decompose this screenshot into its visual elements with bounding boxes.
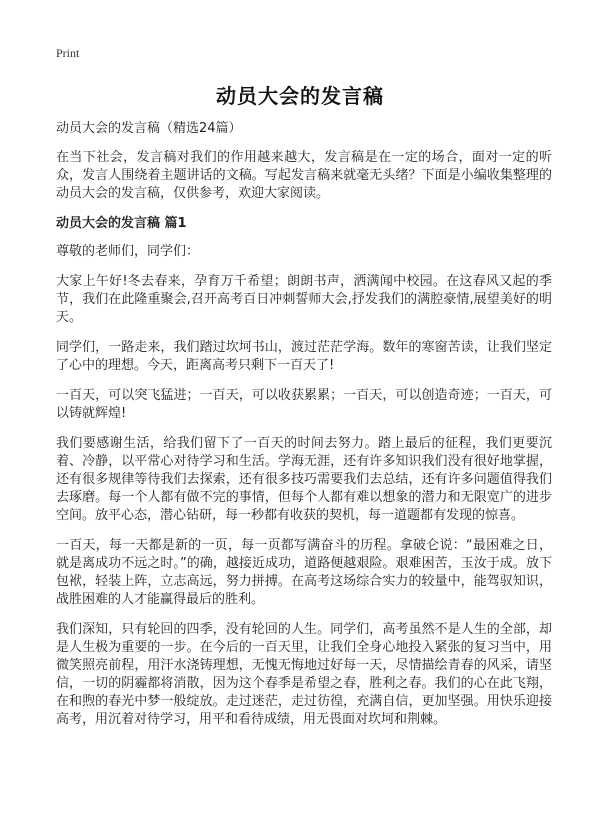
- body-paragraph-5: 一百天，每一天都是新的一页，每一页都写满奋斗的历程。拿破仑说：“最困难之日，就是离成功不远之时。”的确，越接近成功，道路便越艰险。艰难困苦，玉汝于成。放下包袱，轻装上阵，立志高远，努力拼搏。在高考这场综合实力的较量中，能驾驭知识，战胜困难的人才能赢得最后的胜利。: [56, 538, 552, 607]
- greeting-paragraph: 尊敬的老师们，同学们：: [56, 244, 200, 259]
- print-link[interactable]: Print: [56, 46, 80, 60]
- section-heading: 动员大会的发言稿 篇1: [56, 216, 187, 231]
- intro-paragraph: 在当下社会，发言稿对我们的作用越来越大，发言稿是在一定的场合，面对一定的听众，发言人围绕着主题讲话的文稿。写起发言稿来就毫无头绪？下面是小编收集整理的动员大会的发言稿，仅供参考，欢迎大家阅读。: [56, 150, 552, 201]
- document-body: [56, 120, 552, 741]
- document-subtitle: 动员大会的发言稿（精选24篇）: [56, 121, 242, 136]
- body-paragraph-4: 我们要感谢生活，给我们留下了一百天的时间去努力。踏上最后的征程，我们更要沉着、冷静，以平常心对待学习和生活。学海无涯，还有许多知识我们没有很好地掌握，还有很多规律等待我们去探索，还有很多技巧需要我们去总结，还有许多问题值得我们去琢磨。每一个人都有做不完的事情，但每个人都有难以想象的潜力和无限宽广的进步空间。放平心态，潜心钻研，每一秒都有收获的契机，每一道题都有发现的惊喜。: [56, 436, 552, 523]
- body-paragraph-2: 同学们，一路走来，我们踏过坎坷书山，渡过茫茫学海。数年的寒窗苦读，让我们坚定了心中的理想。今天，距离高考只剩下一百天了!: [56, 340, 552, 373]
- body-paragraph-3: 一百天，可以突飞猛进；一百天，可以收获累累；一百天，可以创造奇迹；一百天，可以铸就辉煌!: [56, 388, 552, 421]
- page-title: 动员大会的发言稿: [216, 84, 384, 108]
- body-paragraph-6: 我们深知，只有轮回的四季，没有轮回的人生。同学们，高考虽然不是人生的全部，却是人生极为重要的一步。在今后的一百天里，让我们全身心地投入紧张的复习当中，用微笑照亮前程，用汗水浇铸理想，无愧无悔地过好每一天，尽情描绘青春的风采，请坚信，一切的阴霾都将消散，因为这个春季是希望之春，胜利之春。我们的心在此飞翔，在和煦的春光中梦一般绽放。走过迷茫，走过彷徨，充满自信，更加坚强。用快乐迎接高考，用沉着对待学习，用平和看待成绩，用无畏面对坎坷和荆棘。: [56, 622, 552, 727]
- body-paragraph-1: 大家上午好!冬去春来，孕育万千希望；朗朗书声，洒满闻中校园。在这春风又起的季节，我们在此隆重聚会,召开高考百日冲刺誓师大会,抒发我们的满腔豪情,展望美好的明天。: [56, 274, 552, 325]
